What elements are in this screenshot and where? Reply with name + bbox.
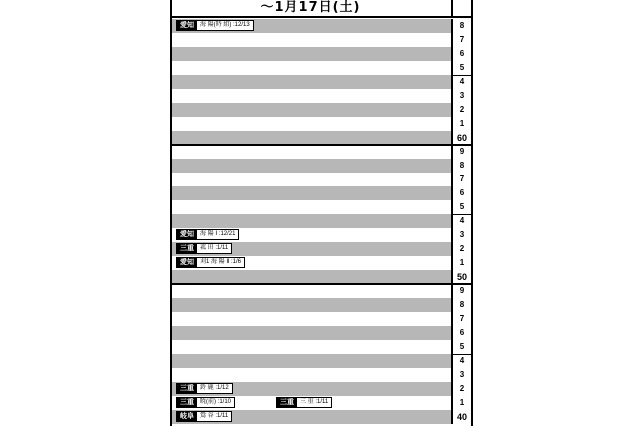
schedule-row: [172, 270, 471, 284]
row-content-cell: [172, 131, 453, 145]
row-content-cell: [172, 312, 453, 326]
row-content-cell: [172, 396, 453, 410]
row-number: 8: [459, 21, 465, 30]
schedule-row: [172, 159, 471, 173]
schedule-row: [172, 75, 471, 89]
row-number: 7: [459, 313, 465, 323]
row-content-cell: [172, 159, 453, 173]
school-label: 海 陽(時 組) :12/13: [200, 22, 250, 28]
row-number: 8: [459, 300, 465, 309]
row-content-cell: [172, 256, 453, 270]
row-number: 3: [459, 230, 465, 240]
schedule-row: [172, 410, 471, 424]
schedule-row: [172, 103, 471, 117]
row-number: 5: [459, 202, 465, 212]
row-content-cell: [172, 117, 453, 131]
row-number: 7: [459, 34, 465, 44]
schedule-row: [172, 33, 471, 47]
prefecture-label: 三重: [177, 398, 197, 407]
row-content-cell: [172, 200, 453, 214]
row-content-cell: [172, 61, 453, 75]
schedule-row: [172, 214, 471, 228]
row-content-cell: [172, 270, 453, 284]
row-content-cell: [172, 19, 453, 33]
school-label: 暁(前) :1/10: [200, 398, 232, 405]
row-number: 5: [459, 341, 465, 351]
prefecture-label: 三重: [177, 384, 197, 393]
row-number: 6: [459, 188, 465, 198]
row-content-cell: [172, 228, 453, 242]
schedule-row: [172, 284, 471, 298]
row-content-cell: [172, 186, 453, 200]
row-content-cell: [172, 410, 453, 424]
school-label: 海 陽 Ⅰ :12/21: [200, 231, 236, 238]
row-content-cell: [172, 33, 453, 47]
title-side-cell: [453, 0, 473, 16]
row-content-cell: [172, 340, 453, 354]
school-label: 鈴 鹿 :1/12: [200, 384, 229, 391]
page-title: ～1月17日(土): [170, 0, 453, 16]
row-number: 6: [459, 327, 465, 337]
row-content-cell: [172, 145, 453, 159]
school-tag: [176, 243, 232, 254]
school-tag: [176, 411, 232, 422]
row-number: 1: [459, 118, 465, 128]
schedule-row: [172, 354, 471, 368]
school-tag: [176, 383, 233, 394]
school-tag: [276, 397, 332, 408]
row-content-cell: [172, 242, 453, 256]
prefecture-label: 三重: [277, 398, 297, 407]
row-number: 4: [459, 76, 465, 86]
schedule-row: [172, 396, 471, 410]
schedule-row: [172, 19, 471, 33]
school-label: 刈1 海 陽 Ⅱ :1/6: [200, 259, 241, 266]
row-number: 50: [456, 272, 467, 283]
row-content-cell: [172, 382, 453, 396]
school-label: 鶯 谷 :1/11: [200, 412, 229, 419]
row-number: 4: [459, 216, 465, 226]
row-number: 1: [459, 258, 465, 268]
school-tag: [176, 397, 235, 408]
row-content-cell: [172, 172, 453, 186]
row-number: 6: [459, 48, 465, 58]
prefecture-label: 愛知: [177, 258, 197, 267]
row-number: 3: [459, 90, 465, 100]
schedule-row: [172, 242, 471, 256]
row-content-cell: [172, 298, 453, 312]
schedule-row: [172, 131, 471, 145]
schedule-row: [172, 312, 471, 326]
row-content-cell: [172, 214, 453, 228]
title-row: [170, 0, 473, 18]
schedule-row: [172, 382, 471, 396]
row-number: 9: [459, 146, 465, 156]
schedule-row: [172, 145, 471, 159]
schedule-row: [172, 368, 471, 382]
schedule-row: [172, 298, 471, 312]
prefecture-label: 岐阜: [177, 412, 197, 421]
row-number: 4: [459, 355, 465, 365]
school-tag: [176, 257, 245, 268]
schedule-row: [172, 228, 471, 242]
row-number: 7: [459, 174, 465, 184]
row-content-cell: [172, 368, 453, 382]
row-content-cell: [172, 47, 453, 61]
row-number: 2: [459, 244, 465, 254]
row-content-cell: [172, 75, 453, 89]
prefecture-label: 三重: [177, 244, 197, 253]
schedule-row: [172, 89, 471, 103]
prefecture-label: 愛知: [177, 21, 197, 30]
row-number: 1: [459, 397, 465, 407]
row-content-cell: [172, 284, 453, 298]
schedule-row: [172, 186, 471, 200]
school-label: 三 重 :1/11: [300, 398, 329, 405]
school-tag: [176, 229, 239, 240]
schedule-row: [172, 256, 471, 270]
prefecture-label: 愛知: [177, 230, 197, 239]
schedule-row: [172, 200, 471, 214]
row-content-cell: [172, 354, 453, 368]
row-content-cell: [172, 103, 453, 117]
schedule-row: [172, 340, 471, 354]
row-number: 40: [456, 411, 467, 422]
row-content-cell: [172, 326, 453, 340]
school-label: 菰 田 :1/11: [200, 245, 229, 252]
row-number: 60: [456, 132, 467, 143]
schedule-row: [172, 47, 471, 61]
schedule-row: [172, 326, 471, 340]
schedule-row: [172, 172, 471, 186]
schedule-row: [172, 61, 471, 75]
row-number: 3: [459, 369, 465, 379]
row-number: 8: [459, 160, 465, 170]
row-number: 9: [459, 286, 465, 296]
row-number: 2: [459, 104, 465, 114]
school-tag: [176, 20, 254, 31]
row-number: 2: [459, 383, 465, 393]
row-content-cell: [172, 89, 453, 103]
row-number: 5: [459, 62, 465, 72]
schedule-row: [172, 117, 471, 131]
